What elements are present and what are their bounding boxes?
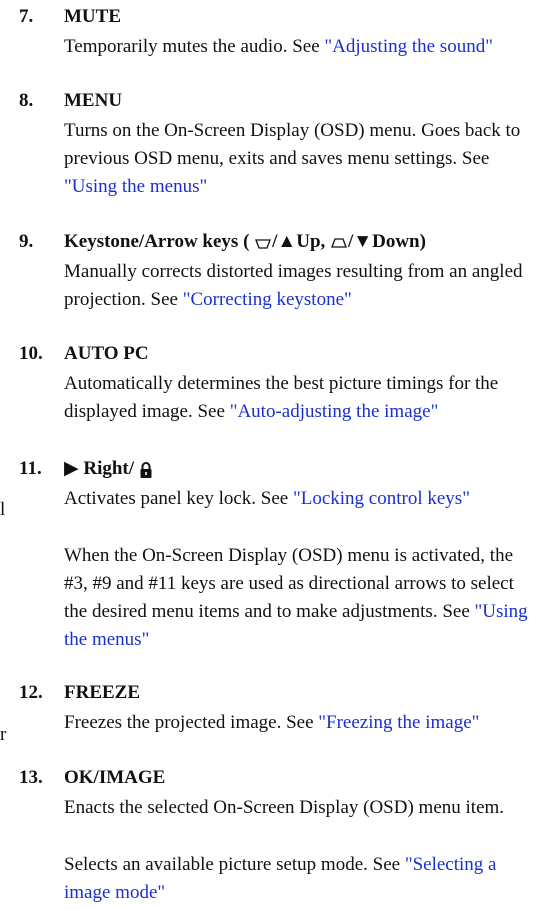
description-text: Activates panel key lock. See [64,488,293,509]
item-description [64,370,534,426]
description-text: Selects an available picture setup mode. See [64,854,405,875]
item-number: 10. [19,343,43,364]
link-adjusting-sound[interactable]: "Adjusting the sound" [324,36,493,57]
item-number: 11. [19,458,42,479]
description-text: Freezes the projected image. See [64,712,319,733]
item-number: 9. [19,231,34,252]
item-description-2 [64,851,534,907]
title-part: Keystone/Arrow keys ( [64,231,250,252]
description-text: Turns on the On-Screen Display (OSD) menu. Goes back to previous OSD menu, exits and saves menu settings. See [64,120,521,169]
link-using-menus[interactable]: "Using the menus" [64,176,208,197]
item-title [64,229,426,255]
link-freezing-image[interactable]: "Freezing the image" [318,712,480,733]
item-description [64,709,534,737]
item-number: 7. [19,6,34,27]
item-title: MUTE [64,6,121,27]
description-text: Manually corrects distorted images resulting from an angled projection. See [64,261,523,310]
item-title: MENU [64,90,123,111]
link-using-menus[interactable]: "Using the menus" [64,601,528,650]
title-part: ▶ Right/ [64,458,135,479]
item-title: FREEZE [64,682,141,703]
description-text: When the On-Screen Display (OSD) menu is activated, the #3, #9 and #11 keys are used as directional arrows to select the desired menu items and to make adjustments. See [64,545,514,622]
lock-icon [139,461,153,479]
link-correcting-keystone[interactable]: "Correcting keystone" [182,289,352,310]
item-title: AUTO PC [64,343,149,364]
item-description [64,117,534,201]
item-description [64,485,534,513]
description-text: Temporarily mutes the audio. See [64,36,325,57]
item-description-2 [64,542,534,654]
item-description [64,33,534,61]
margin-mark: l [0,499,6,520]
title-part: /▼Down) [348,231,426,252]
item-title [64,456,153,482]
item-number: 12. [19,682,43,703]
margin-mark: r [0,724,7,745]
title-part: /▲Up, [272,231,326,252]
keystone-down-icon [330,236,348,250]
item-number: 13. [19,767,43,788]
item-title: OK/IMAGE [64,767,166,788]
item-description: Enacts the selected On-Screen Display (OSD) menu item. [64,797,505,818]
link-selecting-image-mode[interactable]: "Selecting a image mode" [64,854,497,903]
link-auto-adjusting[interactable]: "Auto-adjusting the image" [229,401,439,422]
keystone-up-icon [254,236,272,250]
item-description [64,258,534,314]
item-number: 8. [19,90,34,111]
link-locking-keys[interactable]: "Locking control keys" [292,488,470,509]
description-text: Automatically determines the best picture timings for the displayed image. See [64,373,499,422]
